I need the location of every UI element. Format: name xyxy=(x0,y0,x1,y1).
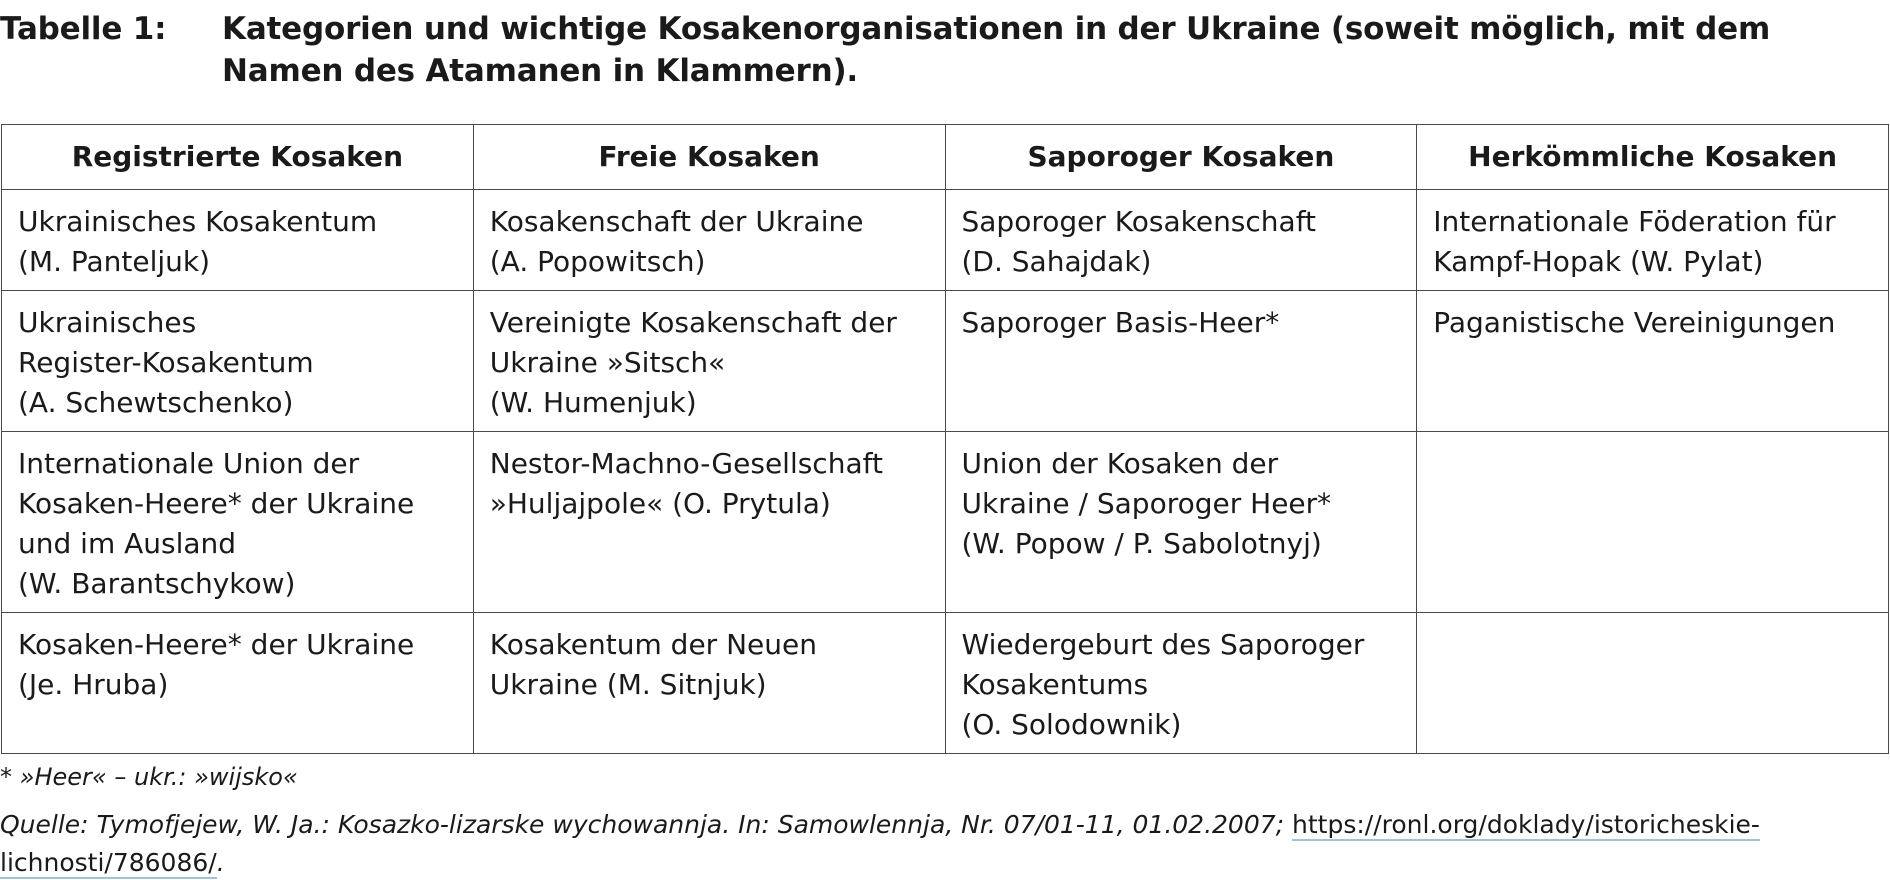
table-caption xyxy=(0,8,1890,92)
cell-line: Nestor-Machno-Gesellschaft xyxy=(489,447,883,480)
cell-line: Ukraine / Saporoger Heer* xyxy=(961,487,1332,520)
cell-line: Ukraine »Sitsch« xyxy=(489,346,726,379)
cell-line: (W. Barantschykow) xyxy=(18,567,296,600)
cell-line: Kosakenschaft der Ukraine xyxy=(489,205,864,238)
table-cell xyxy=(2,190,474,291)
table-header-row xyxy=(2,125,1889,190)
cell-line: Wiedergeburt des Saporoger xyxy=(961,628,1365,661)
cell-line: Internationale Union der xyxy=(18,447,360,480)
cell-line: Kampf-Hopak (W. Pylat) xyxy=(1433,245,1764,278)
table-cell xyxy=(1417,291,1889,432)
table-cell xyxy=(1417,190,1889,291)
cell-line: Vereinigte Kosakenschaft der xyxy=(489,306,897,339)
header-free-cossacks: Freie Kosaken xyxy=(473,125,945,190)
cell-line: (W. Popow / P. Sabolotnyj) xyxy=(961,527,1322,560)
footnote: * »Heer« – ukr.: »wijsko« xyxy=(0,763,298,791)
cell-line: und im Ausland xyxy=(18,527,237,560)
cell-line: (W. Humenjuk) xyxy=(489,386,697,419)
table-cell xyxy=(473,432,945,613)
cell-line: Paganistische Vereinigungen xyxy=(1433,306,1836,339)
cell-line: (D. Sahajdak) xyxy=(961,245,1152,278)
cell-line: Saporoger Kosakenschaft xyxy=(961,205,1317,238)
table-cell-empty xyxy=(1417,613,1889,754)
cell-line: Union der Kosaken der xyxy=(961,447,1279,480)
cell-line: (Je. Hruba) xyxy=(18,668,169,701)
cell-line: Register-Kosakentum xyxy=(18,346,314,379)
table-cell xyxy=(473,190,945,291)
table-cell xyxy=(945,613,1417,754)
cell-line: Kosakentum der Neuen xyxy=(489,628,817,661)
cell-line: (O. Solodownik) xyxy=(961,708,1182,741)
cell-line: »Huljajpole« (O. Prytula) xyxy=(489,487,831,520)
table-cell xyxy=(2,291,474,432)
table-cell xyxy=(473,613,945,754)
caption-label: Tabelle 1: xyxy=(0,11,167,47)
cell-line: Ukraine (M. Sitnjuk) xyxy=(489,668,767,701)
table-row xyxy=(2,613,1889,754)
cell-line: Ukrainisches Kosakentum xyxy=(18,205,378,238)
cossack-organizations-table xyxy=(1,124,1889,754)
source-text: Quelle: Tymofjejew, W. Ja.: Kosazko-lizarske wychowannja. In: Samowlennja, Nr. 07/01-11, 01.02.2007; xyxy=(0,810,1293,839)
table-cell xyxy=(945,190,1417,291)
table-row xyxy=(2,291,1889,432)
table-cell xyxy=(473,291,945,432)
table-cell xyxy=(945,432,1417,613)
table-cell xyxy=(2,432,474,613)
source-link[interactable]: https://ronl.org/doklady/istoricheskie-lichnosti/786086/ xyxy=(0,810,1760,877)
header-zaporozhian-cossacks: Saporoger Kosaken xyxy=(945,125,1417,190)
table-cell xyxy=(945,291,1417,432)
cell-line: Ukrainisches xyxy=(18,306,197,339)
table-cell-empty xyxy=(1417,432,1889,613)
cell-line: Kosakentums xyxy=(961,668,1149,701)
table-cell xyxy=(2,613,474,754)
cell-line: (M. Panteljuk) xyxy=(18,245,211,278)
cell-line: Kosaken-Heere* der Ukraine xyxy=(18,628,415,661)
header-traditional-cossacks: Herkömmliche Kosaken xyxy=(1417,125,1889,190)
source-note xyxy=(0,806,1890,882)
cell-line: Saporoger Basis-Heer* xyxy=(961,306,1280,339)
table-row xyxy=(2,190,1889,291)
source-tail: . xyxy=(216,848,225,877)
cell-line: Internationale Föderation für xyxy=(1433,205,1836,238)
header-registered-cossacks: Registrierte Kosaken xyxy=(2,125,474,190)
cell-line: Kosaken-Heere* der Ukraine xyxy=(18,487,415,520)
cell-line: (A. Popowitsch) xyxy=(489,245,706,278)
table-row xyxy=(2,432,1889,613)
caption-title: Kategorien und wichtige Kosakenorganisationen in der Ukraine (soweit möglich, mit dem Namen des Atamanen in Klammern). xyxy=(222,11,1771,89)
cell-line: (A. Schewtschenko) xyxy=(18,386,294,419)
